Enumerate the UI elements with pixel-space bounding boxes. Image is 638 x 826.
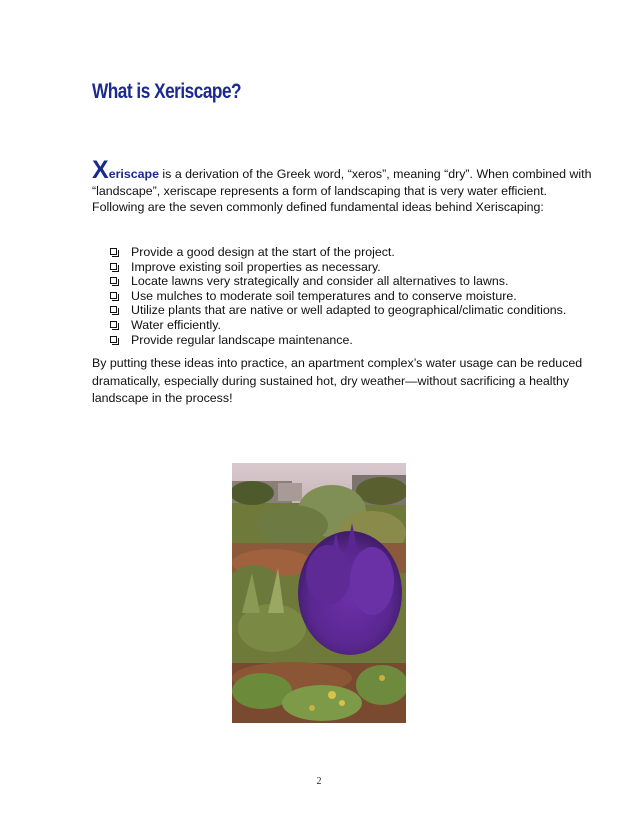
list-item-text: Locate lawns very strategically and consider all alternatives to lawns. — [131, 274, 509, 289]
list-item-text: Improve existing soil properties as necessary. — [131, 259, 381, 274]
list-item-text: Utilize plants that are native or well adapted to geographical/climatic conditions. — [131, 303, 567, 318]
list-item — [110, 303, 566, 318]
list-item-text: Provide regular landscape maintenance. — [131, 332, 353, 347]
list-item — [110, 260, 566, 275]
closing-paragraph: By putting these ideas into practice, an apartment complex’s water usage can be reduced dramatically, especially during sustained hot, dry weather—without sacrificing a healthy landscape in the process! — [92, 356, 583, 405]
list-item-text: Water efficiently. — [131, 317, 221, 332]
page-title: What is Xeriscape? — [92, 80, 242, 103]
list-item-text: Provide a good design at the start of the project. — [131, 245, 395, 259]
list-item — [110, 318, 566, 333]
drop-cap: X — [92, 156, 109, 184]
list-item — [110, 274, 566, 289]
list-item — [110, 333, 566, 348]
page-number: 2 — [316, 776, 322, 787]
checkbox-bullet-icon — [110, 306, 117, 313]
checkbox-bullet-icon — [110, 263, 117, 270]
list-item-text: Use mulches to moderate soil temperatures and to conserve moisture. — [131, 288, 517, 303]
intro-paragraph — [92, 156, 592, 216]
list-item — [110, 245, 566, 260]
xeriscape-garden-photo — [232, 463, 406, 723]
ideas-list — [110, 245, 566, 347]
checkbox-bullet-icon — [110, 336, 117, 343]
lead-word: eriscape — [108, 167, 159, 181]
checkbox-bullet-icon — [110, 277, 117, 284]
checkbox-bullet-icon — [110, 292, 117, 299]
checkbox-bullet-icon — [110, 321, 117, 328]
checkbox-bullet-icon — [110, 248, 117, 255]
list-item — [110, 289, 566, 304]
intro-text: is a derivation of the Greek word, “xeros”, meaning “dry”. When combined with “landscape”, xeriscape represents a form of landscaping that is very water efficient. Following are the seven commonly defined fundamental ideas behind Xeriscaping: — [92, 167, 592, 215]
